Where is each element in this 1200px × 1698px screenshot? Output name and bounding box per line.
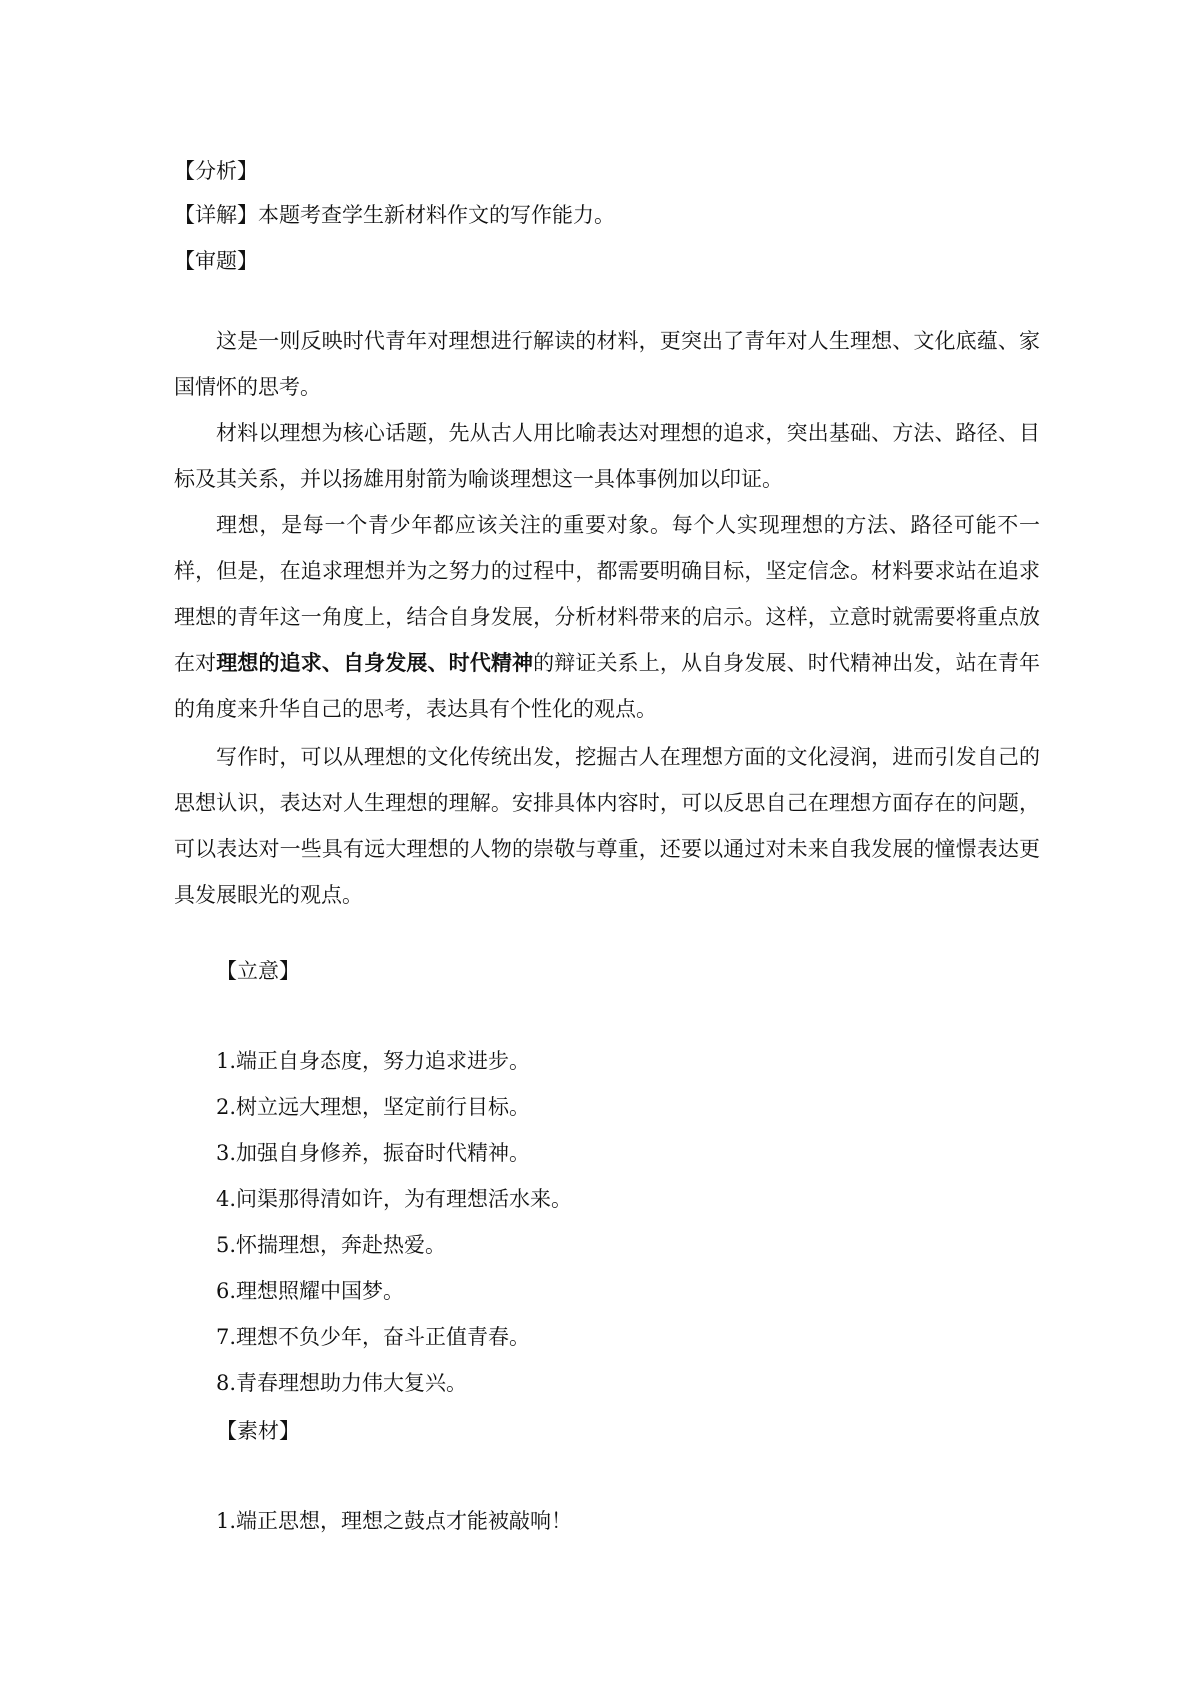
thesis-item-6: 6.理想照耀中国梦。	[216, 1279, 405, 1303]
heading-examine-question: 【审题】	[174, 249, 258, 273]
paragraph-3-text-b: 的辩证关系上，从自身发展、时代精神出发，站在青年的角度来升华自己的思考，表达具有个性化的观点。	[174, 651, 1040, 721]
paragraph-1: 这是一则反映时代青年对理想进行解读的材料，更突出了青年对人生理想、文化底蕴、家国情怀的思考。	[174, 329, 1040, 399]
thesis-item-7: 7.理想不负少年，奋斗正值青春。	[216, 1325, 531, 1349]
paragraph-3-bold-keywords: 理想的追求、自身发展、时代精神	[216, 651, 534, 675]
paragraph-4: 写作时，可以从理想的文化传统出发，挖掘古人在理想方面的文化浸润，进而引发自己的思想认识，表达对人生理想的理解。安排具体内容时，可以反思自己在理想方面存在的问题，可以表达对一些具有远大理想的人物的崇敬与尊重，还要以通过对未来自我发展的憧憬表达更具发展眼光的观点。	[174, 745, 1040, 907]
thesis-item-8: 8.青春理想助力伟大复兴。	[216, 1371, 468, 1395]
thesis-item-4: 4.问渠那得清如许，为有理想活水来。	[216, 1187, 573, 1211]
heading-analysis: 【分析】	[174, 159, 258, 183]
heading-thesis: 【立意】	[216, 959, 300, 983]
detail-explanation: 【详解】本题考查学生新材料作文的写作能力。	[174, 203, 615, 227]
paragraph-3	[174, 502, 1040, 732]
thesis-item-3: 3.加强自身修养，振奋时代精神。	[216, 1141, 531, 1165]
paragraph-3-text-a: 理想，是每一个青少年都应该关注的重要对象。每个人实现理想的方法、路径可能不一样，但是，在追求理想并为之努力的过程中，都需要明确目标，坚定信念。材料要求站在追求理想的青年这一角度上，结合自身发展，分析材料带来的启示。这样，立意时就需要将重点放在对	[174, 513, 1040, 675]
paragraph-2: 材料以理想为核心话题，先从古人用比喻表达对理想的追求，突出基础、方法、路径、目标及其关系，并以扬雄用射箭为喻谈理想这一具体事例加以印证。	[174, 421, 1040, 491]
material-item-1: 1.端正思想，理想之鼓点才能被敲响！	[216, 1509, 573, 1533]
thesis-item-5: 5.怀揣理想，奔赴热爱。	[216, 1233, 447, 1257]
heading-material: 【素材】	[216, 1419, 300, 1443]
thesis-item-2: 2.树立远大理想，坚定前行目标。	[216, 1095, 531, 1119]
thesis-item-1: 1.端正自身态度，努力追求进步。	[216, 1049, 531, 1073]
